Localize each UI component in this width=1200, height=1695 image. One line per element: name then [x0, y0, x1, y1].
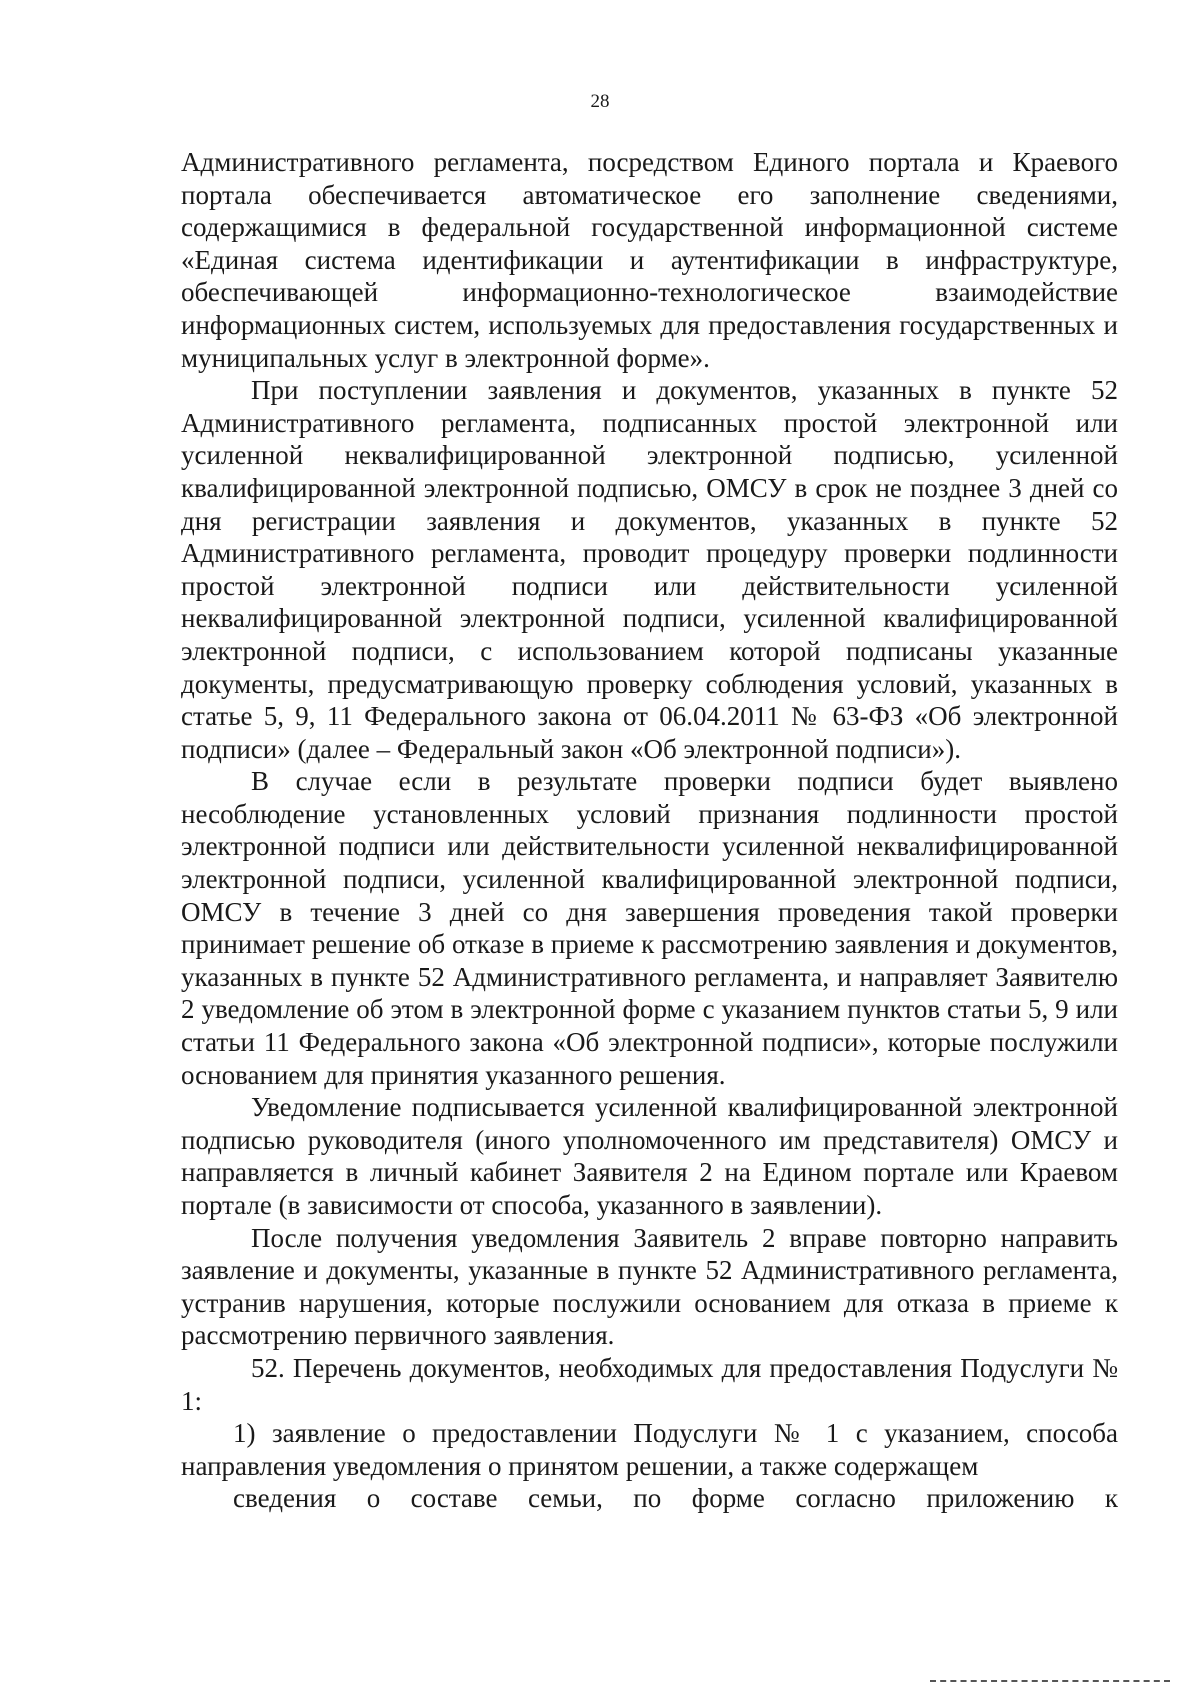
list-item-1-text: 1) заявление о предоставлении Подуслуги № 1 с указанием, способа направления уведомления о принятом решении, а также содержащем	[181, 1418, 1118, 1481]
list-item-1-last-line: сведения о составе семьи, по форме согласно приложению к	[233, 1483, 1118, 1514]
paragraph-signature-violation: В случае если в результате проверки подписи будет выявлено несоблюдение установленных условий признания подлинности простой электронной подписи или действительности усиленной неквалифицированной электронной подписи, усиленной квалифицированной электронной подписи, ОМСУ в течение 3 дней со дня завершения проведения такой проверки принимает решение об отказе в приеме к рассмотрению заявления и документов, указанных в пункте 52 Административного регламента, и направляет Заявителю 2 уведомление об этом в электронной форме с указанием пунктов статьи 5, 9 или статьи 11 Федерального закона «Об электронной подписи», которые послужили основанием для принятия указанного решения.	[181, 766, 1118, 1090]
footer-divider	[930, 1680, 1170, 1682]
paragraph-item-52-heading: 52. Перечень документов, необходимых для предоставления Подуслуги № 1:	[181, 1352, 1118, 1416]
page-number: 28	[590, 91, 610, 112]
paragraph-signature-verification: При поступлении заявления и документов, указанных в пункте 52 Административного регламента, подписанных простой электронной или усиленной неквалифицированной электронной подписью, усиленной квалифицированной электронной подписью, ОМСУ в срок не позднее 3 дней со дня регистрации заявления и документов, указанных в пункте 52 Административного регламента, проводит процедуру проверки подлинности простой электронной подписи или действительности усиленной неквалифицированной электронной подписи, усиленной квалифицированной электронной подписи, с использованием которой подписаны указанные документы, предусматривающую проверку соблюдения условий, указанных в статье 5, 9, 11 Федерального закона от 06.04.2011 № 63-ФЗ «Об электронной подписи» (далее – Федеральный закон «Об электронной подписи»).	[181, 375, 1118, 764]
paragraph-continuation: Административного регламента, посредством Единого портала и Краевого портала обеспечивается автоматическое его заполнение сведениями, содержащимися в федеральной государственной информационной системе «Единая система идентификации и аутентификации в инфраструктуре, обеспечивающей информационно-технологическое взаимодействие информационных систем, используемых для предоставления государственных и муниципальных услуг в электронной форме».	[181, 147, 1118, 373]
paragraph-resubmission: После получения уведомления Заявитель 2 вправе повторно направить заявление и документы, указанные в пункте 52 Административного регламента, устранив нарушения, которые послужили основанием для отказа в приеме к рассмотрению первичного заявления.	[181, 1222, 1118, 1351]
paragraph-notification: Уведомление подписывается усиленной квалифицированной электронной подписью руководителя (иного уполномоченного им представителя) ОМСУ и направляется в личный кабинет Заявителя 2 на Едином портале или Краевом портале (в зависимости от способа, указанного в заявлении).	[181, 1092, 1118, 1220]
list-item-1	[181, 1417, 1118, 1515]
document-body	[181, 146, 1118, 1515]
